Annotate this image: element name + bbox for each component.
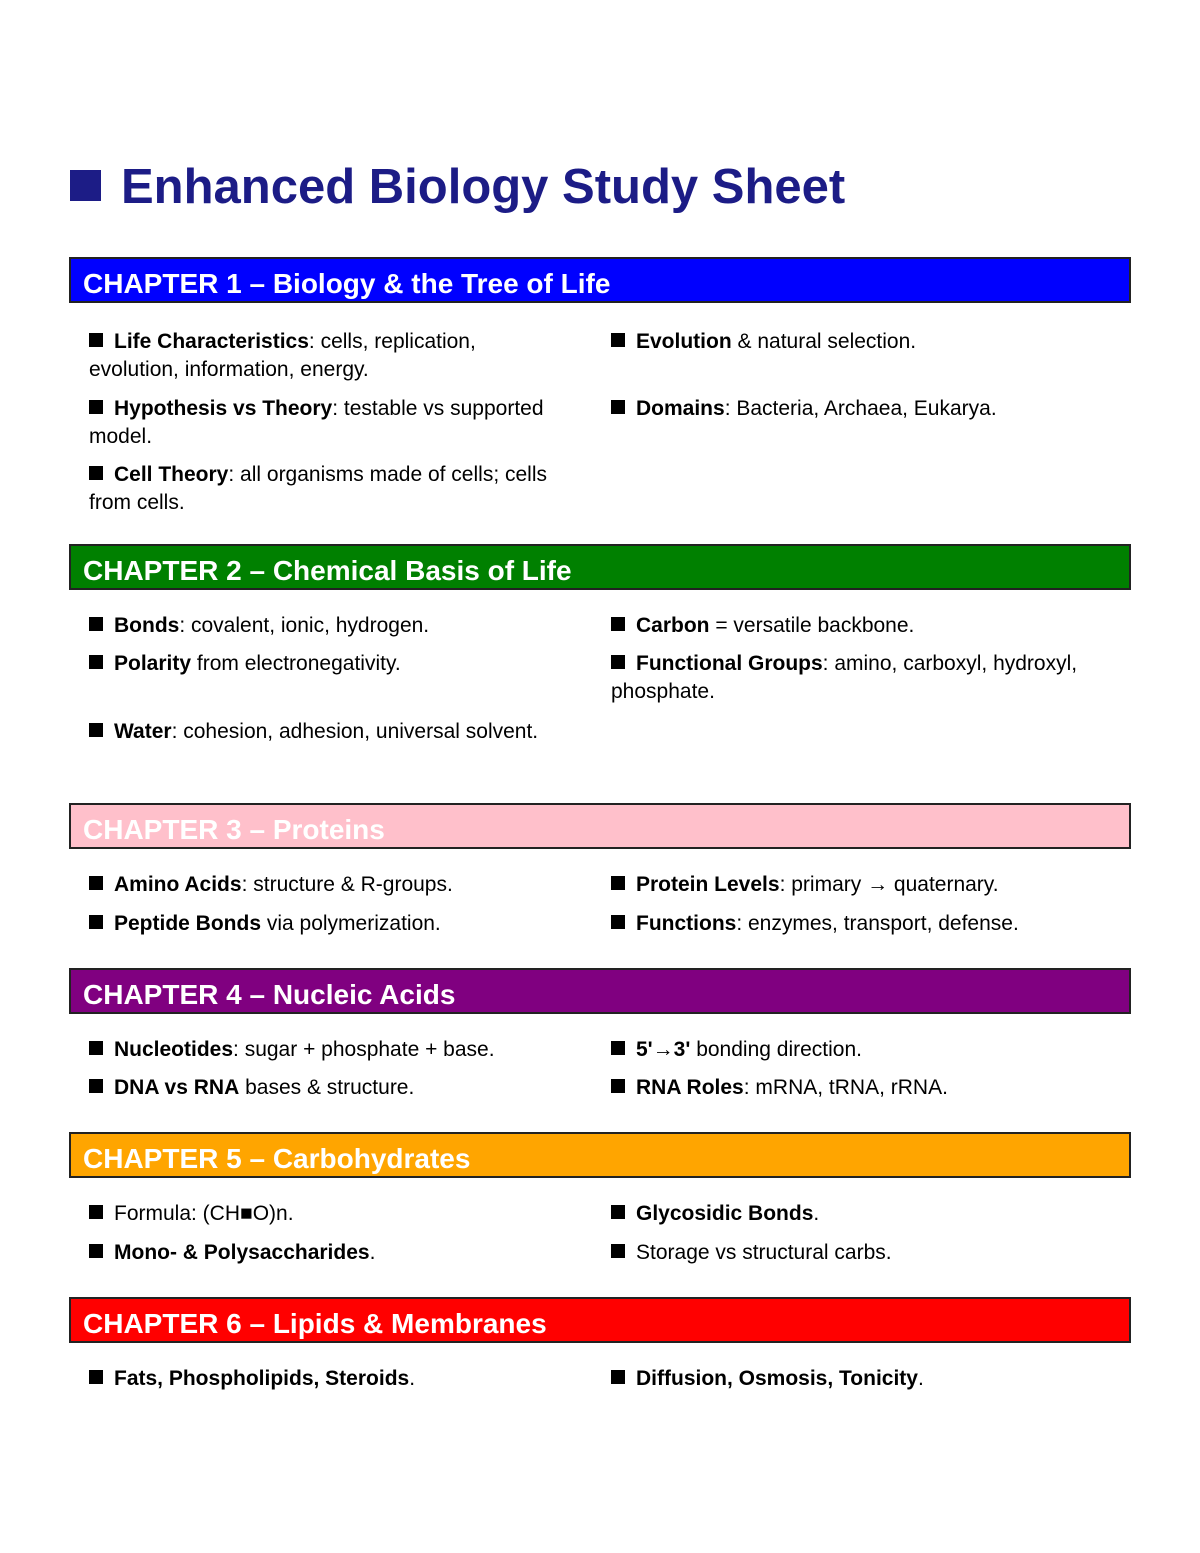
study-item-term: Carbon: [636, 614, 710, 637]
study-item-term: Nucleotides: [114, 1038, 234, 1061]
study-item: [89, 1036, 559, 1064]
study-item-term: Bonds: [114, 614, 180, 637]
chapter-header: CHAPTER 2 – Chemical Basis of Life: [69, 544, 1131, 590]
chapter-header: CHAPTER 4 – Nucleic Acids: [69, 968, 1131, 1014]
study-item-text: via polymerization.: [261, 912, 441, 935]
study-item-text: : sugar + phosphate + base.: [233, 1038, 495, 1061]
study-item-term: RNA Roles: [636, 1076, 744, 1099]
study-item: [89, 395, 559, 451]
study-item: [89, 1239, 559, 1267]
study-item-term: Hypothesis vs Theory: [114, 397, 333, 420]
study-item: [89, 650, 559, 678]
study-item-text: : covalent, ionic, hydrogen.: [179, 614, 430, 637]
study-item: [89, 871, 559, 899]
square-bullet-icon: [89, 1244, 103, 1258]
square-bullet-icon: [89, 1079, 103, 1093]
study-item-term: 5'→3': [636, 1038, 691, 1061]
study-item-term: Glycosidic Bonds: [636, 1202, 814, 1225]
study-item-text: .: [369, 1241, 376, 1264]
study-item-term: Protein Levels: [636, 873, 780, 896]
square-bullet-icon: [611, 915, 625, 929]
study-item: [89, 1365, 559, 1393]
chapter-section: [69, 1297, 1131, 1390]
chapter-header: CHAPTER 6 – Lipids & Membranes: [69, 1297, 1131, 1343]
study-item: [611, 650, 1081, 706]
square-bullet-icon: [70, 170, 101, 201]
study-item-text: from electronegativity.: [191, 652, 401, 675]
chapter-section: [69, 968, 1131, 1099]
study-item-text: : all organisms made of cells; cells from cells.: [89, 463, 547, 514]
study-item: [89, 718, 559, 746]
study-item: [611, 1200, 1081, 1228]
square-bullet-icon: [611, 876, 625, 890]
study-item-text: : cohesion, adhesion, universal solvent.: [171, 720, 539, 743]
square-bullet-icon: [611, 1205, 625, 1219]
study-item-term: Domains: [636, 397, 725, 420]
square-bullet-icon: [89, 1205, 103, 1219]
study-item-text: : structure & R-groups.: [241, 873, 453, 896]
study-item: [611, 328, 1081, 356]
square-bullet-icon: [89, 400, 103, 414]
square-bullet-icon: [89, 466, 103, 480]
study-item-term: Functional Groups: [636, 652, 823, 675]
study-item-term: Evolution: [636, 330, 732, 353]
square-bullet-icon: [89, 915, 103, 929]
study-item-text: Storage vs structural carbs.: [636, 1241, 892, 1264]
chapter-header: CHAPTER 1 – Biology & the Tree of Life: [69, 257, 1131, 303]
study-item-term: DNA vs RNA: [114, 1076, 240, 1099]
study-item-text: bonding direction.: [690, 1038, 862, 1061]
study-item-text: .: [409, 1367, 416, 1390]
study-item-term: Mono- & Polysaccharides: [114, 1241, 370, 1264]
study-item-text: : mRNA, tRNA, rRNA.: [743, 1076, 948, 1099]
chapter-header: CHAPTER 5 – Carbohydrates: [69, 1132, 1131, 1178]
study-item: [611, 1239, 1081, 1267]
study-item: [611, 1074, 1081, 1102]
page-title: [70, 157, 845, 217]
study-item: [611, 871, 1081, 899]
chapter-section: [69, 1132, 1131, 1264]
square-bullet-icon: [611, 655, 625, 669]
study-item-text: : primary → quaternary.: [779, 873, 999, 896]
study-item-text: .: [813, 1202, 820, 1225]
study-item: [89, 612, 559, 640]
study-item-text: : cells, replication, evolution, information, energy.: [89, 330, 476, 381]
square-bullet-icon: [611, 1244, 625, 1258]
square-bullet-icon: [89, 876, 103, 890]
study-item: [611, 395, 1081, 423]
chapter-header: CHAPTER 3 – Proteins: [69, 803, 1131, 849]
study-item: [611, 910, 1081, 938]
study-item: [89, 910, 559, 938]
study-item-text: = versatile backbone.: [709, 614, 915, 637]
square-bullet-icon: [89, 617, 103, 631]
study-item: [89, 1074, 559, 1102]
square-bullet-icon: [89, 1041, 103, 1055]
study-item-term: Life Characteristics: [114, 330, 309, 353]
study-item: [89, 461, 559, 517]
square-bullet-icon: [89, 333, 103, 347]
page-title-text: Enhanced Biology Study Sheet: [121, 160, 846, 214]
study-item: [611, 1365, 1081, 1393]
square-bullet-icon: [89, 1370, 103, 1384]
chapter-section: [69, 544, 1131, 743]
study-item-text: : amino, carboxyl, hydroxyl, phosphate.: [611, 652, 1078, 703]
square-bullet-icon: [611, 400, 625, 414]
study-item-text: Formula: (CH■O)n.: [114, 1202, 294, 1225]
square-bullet-icon: [611, 617, 625, 631]
study-item-text: & natural selection.: [731, 330, 917, 353]
study-item-term: Amino Acids: [114, 873, 242, 896]
study-item-text: : testable vs supported model.: [89, 397, 544, 448]
square-bullet-icon: [611, 1041, 625, 1055]
square-bullet-icon: [611, 1370, 625, 1384]
study-item: [611, 1036, 1081, 1064]
chapter-section: [69, 257, 1131, 514]
study-item: [89, 328, 559, 384]
square-bullet-icon: [611, 333, 625, 347]
study-item-term: Polarity: [114, 652, 192, 675]
study-item-term: Peptide Bonds: [114, 912, 262, 935]
chapter-section: [69, 803, 1131, 935]
study-item-term: Water: [114, 720, 172, 743]
study-item-text: : enzymes, transport, defense.: [736, 912, 1019, 935]
square-bullet-icon: [611, 1079, 625, 1093]
study-item-term: Diffusion, Osmosis, Tonicity: [636, 1367, 918, 1390]
study-item-term: Functions: [636, 912, 737, 935]
study-item-text: : Bacteria, Archaea, Eukarya.: [724, 397, 997, 420]
study-item-term: Fats, Phospholipids, Steroids: [114, 1367, 410, 1390]
study-item-term: Cell Theory: [114, 463, 229, 486]
study-item: [611, 612, 1081, 640]
study-item-text: .: [917, 1367, 924, 1390]
square-bullet-icon: [89, 655, 103, 669]
square-bullet-icon: [89, 723, 103, 737]
study-item: [89, 1200, 559, 1228]
study-item-text: bases & structure.: [239, 1076, 415, 1099]
